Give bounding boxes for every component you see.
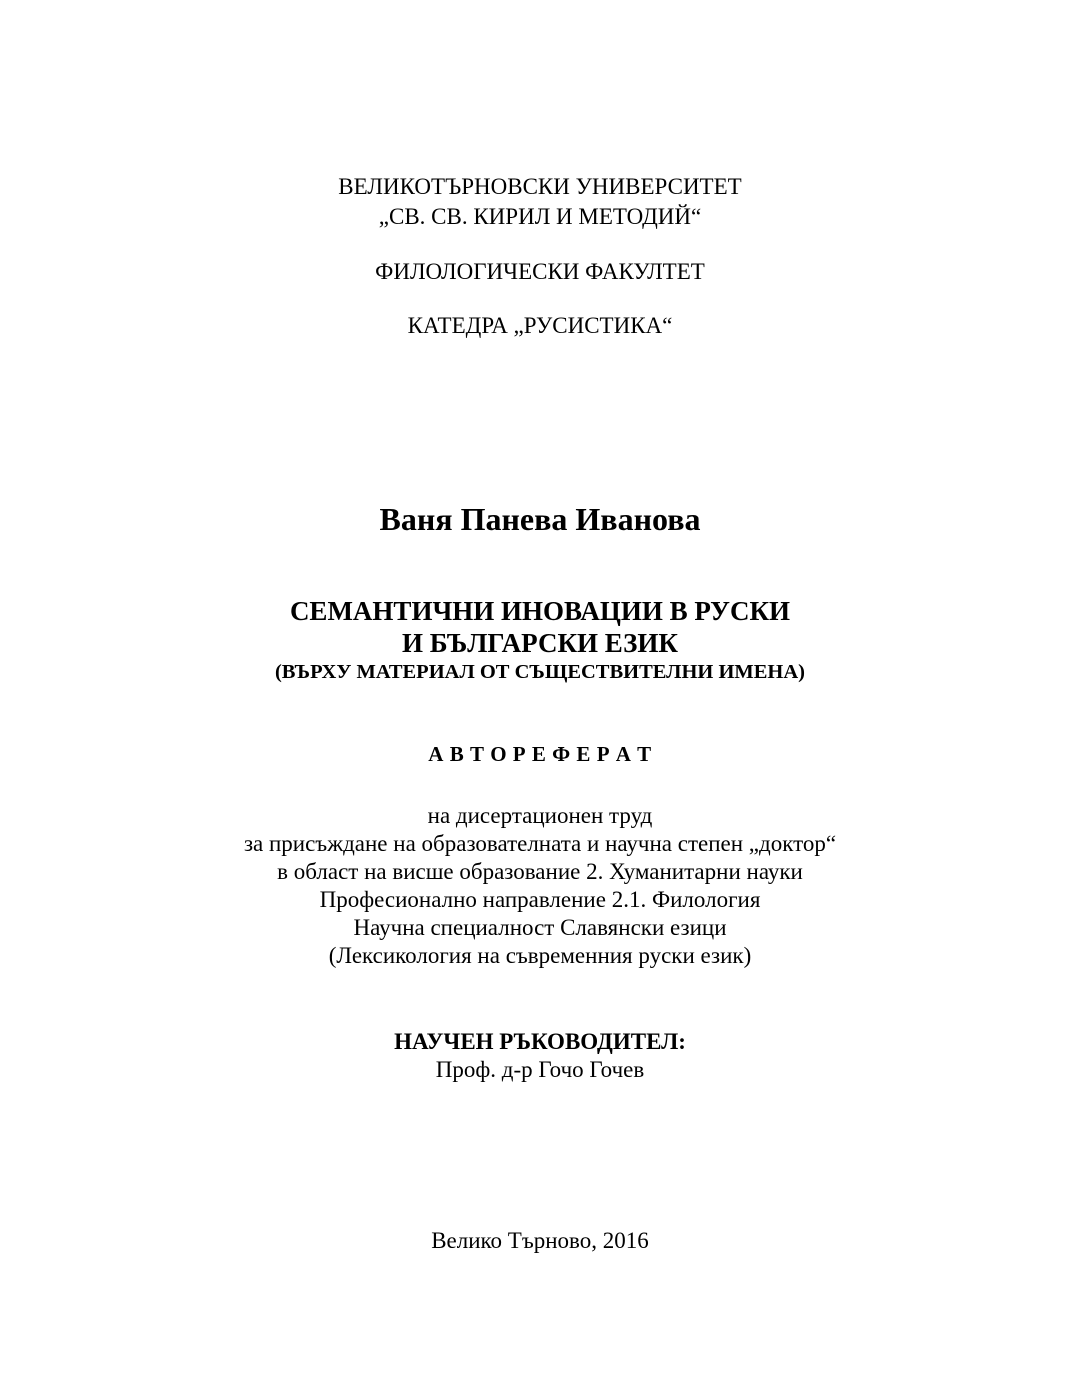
university-name-line2: „СВ. СВ. КИРИЛ И МЕТОДИЙ“: [378, 204, 702, 229]
author-name: Ваня Панева Иванова: [379, 501, 701, 537]
dissertation-title-line2: И БЪЛГАРСКИ ЕЗИК: [402, 628, 678, 658]
description-line6: (Лексикология на съвременния руски език): [328, 943, 752, 968]
place-and-year: Велико Търново, 2016: [431, 1228, 649, 1253]
description-line3: в област на висше образование 2. Хуманитарни науки: [277, 859, 803, 884]
description-line2: за присъждане на образователната и научна степен „доктор“: [243, 831, 837, 856]
dissertation-subtitle: (ВЪРХУ МАТЕРИАЛ ОТ СЪЩЕСТВИТЕЛНИ ИМЕНА): [274, 661, 806, 683]
supervisor-label: НАУЧЕН РЪКОВОДИТЕЛ:: [394, 1029, 686, 1054]
description-line1: на дисертационен труд: [427, 803, 653, 828]
description-line4: Професионално направление 2.1. Филология: [319, 887, 761, 912]
description-line5: Научна специалност Славянски езици: [353, 915, 727, 940]
document-type-label: А В Т О Р Е Ф Е Р А Т: [428, 742, 652, 766]
university-name-line1: ВЕЛИКОТЪРНОВСКИ УНИВЕРСИТЕТ: [338, 174, 742, 199]
dissertation-title-line1: СЕМАНТИЧНИ ИНОВАЦИИ В РУСКИ: [289, 596, 791, 626]
supervisor-name: Проф. д-р Гочо Гочев: [435, 1057, 645, 1082]
faculty-name: ФИЛОЛОГИЧЕСКИ ФАКУЛТЕТ: [375, 259, 705, 284]
department-name: КАТЕДРА „РУСИСТИКА“: [407, 313, 673, 338]
